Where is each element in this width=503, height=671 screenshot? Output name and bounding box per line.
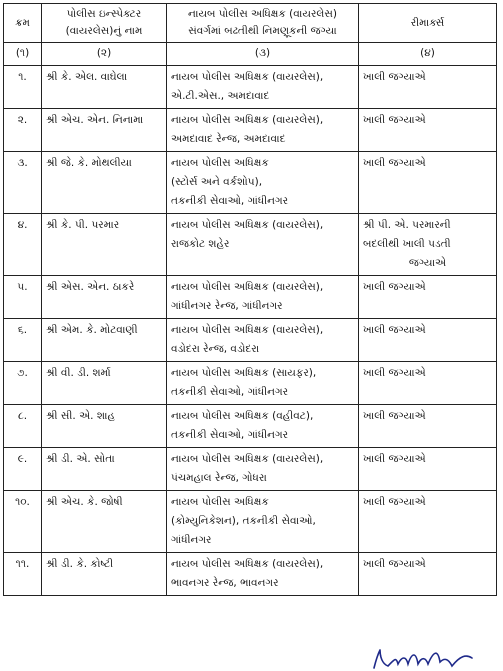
posting-line: નાયબ પોલીસ અધિક્ષક (વાયરલેસ), [171, 558, 324, 570]
posting-cell [167, 553, 359, 596]
posting-line: નાયબ પોલીસ અધિક્ષક (વાયરલેસ), [171, 114, 324, 126]
remark-line: ખાલી જગ્યાએ [363, 114, 426, 126]
posting-line: નાયબ પોલીસ અધિક્ષક [171, 157, 269, 169]
posting-line: વડોદરા રેન્જ, વડોદરા [171, 343, 260, 355]
remark-cell [359, 491, 497, 553]
posting-line: (સ્ટોર્સ અને વર્કશોપ), [171, 176, 263, 188]
remark-cell [359, 276, 497, 319]
posting-line: તકનીકી સેવાઓ, ગાંધીનગર [171, 386, 289, 398]
posting-line: ગાંધીનગર [171, 534, 212, 546]
inspector-name: શ્રી કે. એલ. વાઘેલા [42, 66, 167, 109]
inspector-name: શ્રી વી. ડી. શર્મા [42, 362, 167, 405]
remark-cell [359, 319, 497, 362]
serial-number: ૬. [4, 319, 42, 362]
column-number-row [4, 43, 497, 66]
inspector-name: શ્રી એચ. કે. જોષી [42, 491, 167, 553]
serial-number: ૯. [4, 448, 42, 491]
header-serial: ક્રમ [4, 4, 42, 43]
remark-line: બદલીથી ખાલી પડતી [363, 238, 451, 250]
header-row [4, 4, 497, 43]
signature [368, 646, 478, 670]
serial-number: ૫. [4, 276, 42, 319]
header-remarks: રીમાર્ક્સ [359, 4, 497, 43]
remark-line: ખાલી જગ્યાએ [363, 496, 426, 508]
posting-cell [167, 66, 359, 109]
inspector-name: શ્રી એચ. એન. નિનામા [42, 109, 167, 152]
remark-line: ખાલી જગ્યાએ [363, 367, 426, 379]
posting-line: પંચમહાલ રેન્જ, ગોધરા [171, 472, 267, 484]
posting-line: નાયબ પોલીસ અધિક્ષક [171, 496, 269, 508]
table-row [4, 405, 497, 448]
posting-line: ભાવનગર રેન્જ, ભાવનગર [171, 577, 279, 589]
remark-cell [359, 109, 497, 152]
remark-cell [359, 405, 497, 448]
posting-cell [167, 491, 359, 553]
posting-line: અમદાવાદ રેન્જ, અમદાવાદ [171, 133, 286, 145]
header-post-line: સંવર્ગમાં બઢતીથી નિમણૂકની જગ્યા [188, 25, 337, 37]
remark-line: ખાલી જગ્યાએ [363, 157, 426, 169]
posting-cell [167, 214, 359, 276]
posting-line: તકનીકી સેવાઓ, ગાંધીનગર [171, 195, 289, 207]
remark-line: ખાલી જગ્યાએ [363, 410, 426, 422]
table-row [4, 362, 497, 405]
remark-line: ખાલી જગ્યાએ [363, 71, 426, 83]
serial-number: ૩. [4, 152, 42, 214]
serial-number: ૨. [4, 109, 42, 152]
serial-number: ૧૧. [4, 553, 42, 596]
header-name [42, 4, 167, 43]
posting-cell [167, 362, 359, 405]
posting-cell [167, 448, 359, 491]
remark-cell [359, 152, 497, 214]
posting-line: ગાંધીનગર રેન્જ, ગાંધીનગર [171, 300, 283, 312]
header-post-line: નાયબ પોલીસ અધિક્ષક (વાયરલેસ) [188, 8, 337, 20]
inspector-name: શ્રી ડી. એ. સોતા [42, 448, 167, 491]
inspector-name: શ્રી એસ. એન. ઠાકરે [42, 276, 167, 319]
posting-line: નાયબ પોલીસ અધિક્ષક (વાયરલેસ), [171, 71, 324, 83]
inspector-name: શ્રી કે. પી. પરમાર [42, 214, 167, 276]
posting-line: નાયબ પોલીસ અધિક્ષક (વહીવટ), [171, 410, 314, 422]
serial-number: ૮. [4, 405, 42, 448]
header-name-line: (વાયરલેસ)નું નામ [65, 25, 143, 37]
column-number: (૩) [167, 43, 359, 66]
remark-cell [359, 214, 497, 276]
remark-line: શ્રી પી. એ. પરમારની [363, 219, 451, 231]
table-row [4, 448, 497, 491]
table-row [4, 66, 497, 109]
posting-cell [167, 319, 359, 362]
remark-line: ખાલી જગ્યાએ [363, 453, 426, 465]
posting-line: રાજકોટ શહેર [171, 238, 230, 250]
table-row [4, 276, 497, 319]
remark-line: ખાલી જગ્યાએ [363, 281, 426, 293]
remark-cell [359, 448, 497, 491]
serial-number: ૧૦. [4, 491, 42, 553]
table-row [4, 491, 497, 553]
serial-number: ૧. [4, 66, 42, 109]
table-row [4, 152, 497, 214]
inspector-name: શ્રી ડી. કે. કોષ્ટી [42, 553, 167, 596]
remark-line: ખાલી જગ્યાએ [363, 324, 426, 336]
column-number: (૧) [4, 43, 42, 66]
remark-cell [359, 362, 497, 405]
posting-line: નાયબ પોલીસ અધિક્ષક (વાયરલેસ), [171, 324, 324, 336]
posting-line: નાયબ પોલીસ અધિક્ષક (સાયફર), [171, 367, 317, 379]
posting-line: તકનીકી સેવાઓ, ગાંધીનગર [171, 429, 289, 441]
column-number: (૪) [359, 43, 497, 66]
table-row [4, 214, 497, 276]
inspector-name: શ્રી સી. એ. શાહ [42, 405, 167, 448]
inspector-name: શ્રી એમ. કે. મોટવાણી [42, 319, 167, 362]
serial-number: ૪. [4, 214, 42, 276]
remark-cell [359, 66, 497, 109]
table-body [4, 4, 497, 596]
header-post [167, 4, 359, 43]
promotion-table [3, 3, 497, 596]
serial-number: ૭. [4, 362, 42, 405]
remark-line: જગ્યાએ [408, 257, 447, 269]
posting-line: એ.ટી.એસ., અમદાવાદ [171, 90, 270, 102]
table-row [4, 553, 497, 596]
remark-line: ખાલી જગ્યાએ [363, 558, 426, 570]
posting-cell [167, 152, 359, 214]
posting-cell [167, 405, 359, 448]
posting-line: નાયબ પોલીસ અધિક્ષક (વાયરલેસ), [171, 453, 324, 465]
posting-line: નાયબ પોલીસ અધિક્ષક (વાયરલેસ), [171, 281, 324, 293]
remark-cell [359, 553, 497, 596]
posting-cell [167, 276, 359, 319]
posting-line: (કોમ્યુનિકેશન), તકનીકી સેવાઓ, [171, 515, 316, 527]
posting-line: નાયબ પોલીસ અધિક્ષક (વાયરલેસ), [171, 219, 324, 231]
inspector-name: શ્રી જે. કે. મોથલીયા [42, 152, 167, 214]
header-name-line: પોલીસ ઇન્સ્પેક્ટર [66, 8, 142, 20]
table-row [4, 319, 497, 362]
column-number: (૨) [42, 43, 167, 66]
table-row [4, 109, 497, 152]
posting-cell [167, 109, 359, 152]
